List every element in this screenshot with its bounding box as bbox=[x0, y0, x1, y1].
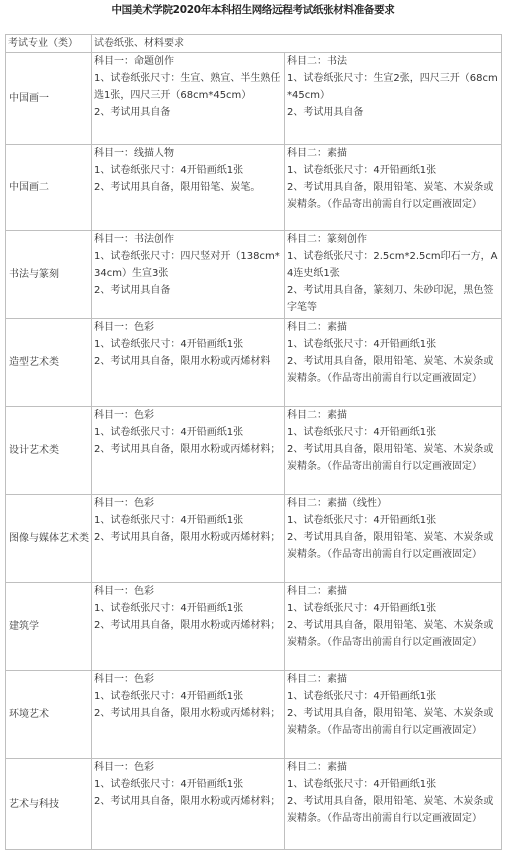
subject-two-cell bbox=[285, 671, 502, 759]
subject-two-cell bbox=[285, 759, 502, 850]
subject-heading: 科目二：素描 bbox=[287, 410, 347, 421]
requirement-line: 2、考试用具自备，限用水粉或丙烯材料； bbox=[94, 444, 281, 455]
table-row bbox=[6, 231, 502, 319]
subject-heading: 科目二：素描（线性） bbox=[287, 498, 387, 509]
major-cell: 中国画一 bbox=[6, 53, 92, 145]
subject-one-cell bbox=[92, 583, 285, 671]
subject-heading: 科目一：书法创作 bbox=[94, 234, 174, 245]
requirement-line: 1、试卷纸张尺寸：4开铅画纸1张 bbox=[287, 603, 437, 614]
major-cell: 造型艺术类 bbox=[6, 319, 92, 407]
requirement-line: 2、考试用具自备，限用铅笔、炭笔、木炭条或炭精条。（作品寄出前需自行以定画液固定） bbox=[287, 620, 494, 648]
table-row bbox=[6, 495, 502, 583]
header-major-cell: 考试专业（类） bbox=[6, 35, 92, 53]
requirement-line: 1、试卷纸张尺寸：4开铅画纸1张 bbox=[287, 515, 437, 526]
requirement-line: 2、考试用具自备 bbox=[287, 107, 364, 118]
major-cell: 环境艺术 bbox=[6, 671, 92, 759]
major-cell: 艺术与科技 bbox=[6, 759, 92, 850]
requirement-line: 2、考试用具自备，限用铅笔、炭笔。 bbox=[94, 182, 261, 193]
subject-two-cell bbox=[285, 53, 502, 145]
requirement-line: 2、考试用具自备，限用铅笔、炭笔、木炭条或炭精条。（作品寄出前需自行以定画液固定） bbox=[287, 796, 494, 824]
requirement-line: 1、试卷纸张尺寸：4开铅画纸1张 bbox=[94, 339, 244, 350]
subject-heading: 科目一：线描人物 bbox=[94, 148, 174, 159]
table-header-row bbox=[6, 35, 502, 53]
subject-two-cell bbox=[285, 231, 502, 319]
requirement-line: 2、考试用具自备，限用铅笔、炭笔、木炭条或炭精条。（作品寄出前需自行以定画液固定） bbox=[287, 444, 494, 472]
major-cell: 建筑学 bbox=[6, 583, 92, 671]
requirement-line: 2、考试用具自备，限用水粉或丙烯材料； bbox=[94, 532, 281, 543]
table-row bbox=[6, 759, 502, 850]
requirement-line: 1、试卷纸张尺寸：4开铅画纸1张 bbox=[287, 165, 437, 176]
requirement-line: 2、考试用具自备 bbox=[94, 285, 171, 296]
requirement-line: 1、试卷纸张尺寸：四尺竖对开（138cm*34cm）生宣3张 bbox=[94, 251, 280, 279]
subject-two-cell bbox=[285, 319, 502, 407]
table-row bbox=[6, 319, 502, 407]
requirement-line: 1、试卷纸张尺寸：2.5cm*2.5cm印石一方，A4连史纸1张 bbox=[287, 251, 498, 279]
requirement-line: 1、试卷纸张尺寸：4开铅画纸1张 bbox=[287, 779, 437, 790]
subject-heading: 科目二：素描 bbox=[287, 322, 347, 333]
table-row bbox=[6, 145, 502, 231]
subject-one-cell bbox=[92, 53, 285, 145]
subject-heading: 科目二：书法 bbox=[287, 56, 347, 67]
requirements-table bbox=[5, 34, 502, 850]
subject-heading: 科目二：素描 bbox=[287, 586, 347, 597]
table-body bbox=[6, 35, 502, 850]
requirement-line: 2、考试用具自备，限用水粉或丙烯材料； bbox=[94, 620, 281, 631]
requirement-line: 2、考试用具自备，篆刻刀、朱砂印泥，黑色签字笔等 bbox=[287, 285, 494, 313]
subject-heading: 科目二：篆刻创作 bbox=[287, 234, 367, 245]
subject-heading: 科目一：色彩 bbox=[94, 586, 154, 597]
major-cell: 设计艺术类 bbox=[6, 407, 92, 495]
requirement-line: 2、考试用具自备，限用铅笔、炭笔、木炭条或炭精条。（作品寄出前需自行以定画液固定） bbox=[287, 532, 494, 560]
major-cell: 书法与篆刻 bbox=[6, 231, 92, 319]
table-row bbox=[6, 53, 502, 145]
header-materials-cell: 试卷纸张、材料要求 bbox=[92, 35, 502, 53]
requirement-line: 2、考试用具自备，限用铅笔、炭笔、木炭条或炭精条。（作品寄出前需自行以定画液固定） bbox=[287, 708, 494, 736]
table-row bbox=[6, 671, 502, 759]
subject-heading: 科目一：命题创作 bbox=[94, 56, 174, 67]
subject-heading: 科目一：色彩 bbox=[94, 410, 154, 421]
requirement-line: 1、试卷纸张尺寸：4开铅画纸1张 bbox=[287, 691, 437, 702]
subject-two-cell bbox=[285, 495, 502, 583]
subject-two-cell bbox=[285, 145, 502, 231]
requirement-line: 1、试卷纸张尺寸：4开铅画纸1张 bbox=[94, 515, 244, 526]
requirement-line: 2、考试用具自备，限用铅笔、炭笔、木炭条或炭精条。（作品寄出前需自行以定画液固定） bbox=[287, 356, 494, 384]
requirement-line: 1、试卷纸张尺寸：4开铅画纸1张 bbox=[94, 165, 244, 176]
subject-heading: 科目一：色彩 bbox=[94, 674, 154, 685]
major-cell: 图像与媒体艺术类 bbox=[6, 495, 92, 583]
table-row bbox=[6, 407, 502, 495]
subject-heading: 科目一：色彩 bbox=[94, 498, 154, 509]
requirement-line: 2、考试用具自备，限用水粉或丙烯材料； bbox=[94, 796, 281, 807]
requirement-line: 2、考试用具自备，限用铅笔、炭笔、木炭条或炭精条。（作品寄出前需自行以定画液固定） bbox=[287, 182, 494, 210]
requirement-line: 1、试卷纸张尺寸：生宣、熟宣、半生熟任选1张，四尺三开（68cm*45cm） bbox=[94, 73, 281, 101]
subject-two-cell bbox=[285, 407, 502, 495]
subject-one-cell bbox=[92, 759, 285, 850]
subject-one-cell bbox=[92, 319, 285, 407]
subject-heading: 科目一：色彩 bbox=[94, 762, 154, 773]
requirement-line: 1、试卷纸张尺寸：4开铅画纸1张 bbox=[287, 339, 437, 350]
major-cell: 中国画二 bbox=[6, 145, 92, 231]
subject-one-cell bbox=[92, 407, 285, 495]
document-title: 中国美术学院2020年本科招生网络远程考试纸张材料准备要求 bbox=[111, 4, 395, 16]
subject-heading: 科目二：素描 bbox=[287, 762, 347, 773]
subject-heading: 科目二：素描 bbox=[287, 148, 347, 159]
table-row bbox=[6, 583, 502, 671]
subject-one-cell bbox=[92, 671, 285, 759]
requirement-line: 1、试卷纸张尺寸：4开铅画纸1张 bbox=[94, 603, 244, 614]
requirement-line: 1、试卷纸张尺寸：4开铅画纸1张 bbox=[94, 779, 244, 790]
subject-one-cell bbox=[92, 495, 285, 583]
requirement-line: 1、试卷纸张尺寸：4开铅画纸1张 bbox=[94, 691, 244, 702]
subject-one-cell bbox=[92, 231, 285, 319]
subject-heading: 科目二：素描 bbox=[287, 674, 347, 685]
subject-one-cell bbox=[92, 145, 285, 231]
requirement-line: 1、试卷纸张尺寸：生宣2张，四尺三开（68cm*45cm） bbox=[287, 73, 498, 101]
requirement-line: 2、考试用具自备 bbox=[94, 107, 171, 118]
subject-two-cell bbox=[285, 583, 502, 671]
subject-heading: 科目一：色彩 bbox=[94, 322, 154, 333]
requirement-line: 2、考试用具自备，限用水粉或丙烯材料； bbox=[94, 708, 281, 719]
requirement-line: 1、试卷纸张尺寸：4开铅画纸1张 bbox=[94, 427, 244, 438]
requirement-line: 2、考试用具自备，限用水粉或丙烯材料 bbox=[94, 356, 271, 367]
requirement-line: 1、试卷纸张尺寸：4开铅画纸1张 bbox=[287, 427, 437, 438]
